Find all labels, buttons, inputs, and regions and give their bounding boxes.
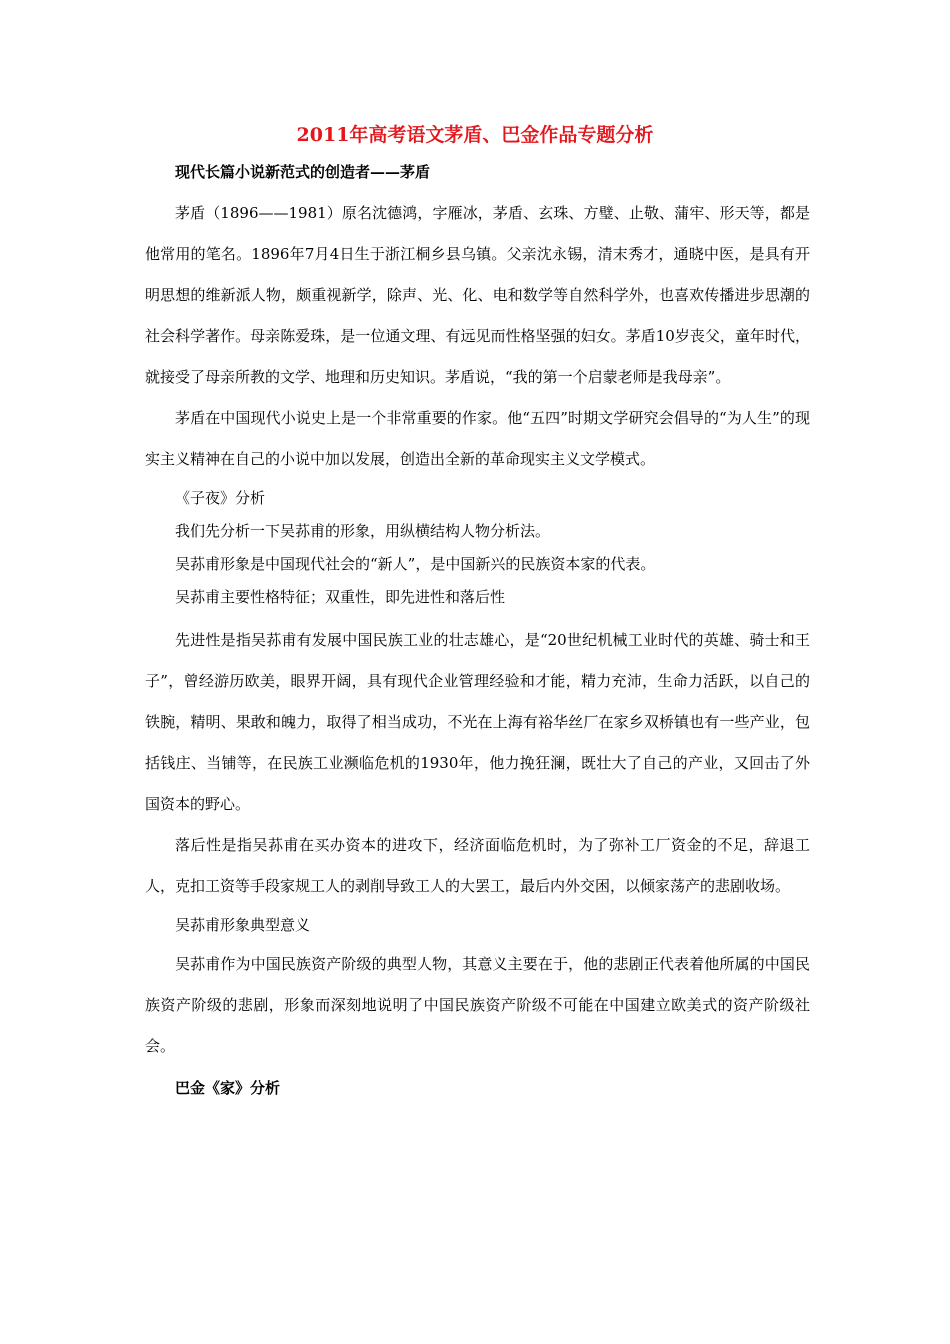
document-title: 2011年高考语文茅盾、巴金作品专题分析 [296,124,654,146]
section-heading-ba-jin: 巴金《家》分析 [175,1079,281,1097]
paragraph-new-person: 吴荪甫形象是中国现代社会的“新人”，是中国新兴的民族资本家的代表。 [175,555,656,573]
document-body [145,160,810,1100]
paragraph-significance: 茅盾在中国现代小说史上是一个非常重要的作家。他“五四”时期文学研究会倡导的“为人生”的现实主义精神在自己的小说中加以发展，创造出全新的革命现实主义文学模式。 [145,409,810,468]
paragraph-analysis-method: 我们先分析一下吴荪甫的形象，用纵横结构人物分析法。 [175,522,551,540]
subheading-typical-meaning: 吴荪甫形象典型意义 [175,916,311,934]
paragraph-progressiveness: 先进性是指吴荪甫有发展中国民族工业的壮志雄心，是“20世纪机械工业时代的英雄、骑士和王子”，曾经游历欧美，眼界开阔，具有现代企业管理经验和才能，精力充沛，生命力活跃，以自己的铁腕，精明、果敢和魄力，取得了相当成功，不光在上海有裕华丝厂在家乡双桥镇也有一些产业，包括钱庄、当铺等，在民族工业濒临危机的1930年，他力挽狂澜，既壮大了自己的产业，又回击了外国资本的野心。 [145,631,810,813]
subheading-ziye: 《子夜》分析 [175,489,266,507]
subheading-character-traits: 吴荪甫主要性格特征；双重性，即先进性和落后性 [175,588,506,606]
section-heading-mao-dun: 现代长篇小说新范式的创造者——茅盾 [175,163,431,181]
paragraph-backwardness: 落后性是指吴荪甫在买办资本的进攻下，经济面临危机时，为了弥补工厂资金的不足，辞退工人，克扣工资等手段家规工人的剥削导致工人的大罢工，最后内外交困，以倾家荡产的悲剧收场。 [145,836,810,895]
paragraph-typical-meaning: 吴荪甫作为中国民族资产阶级的典型人物，其意义主要在于，他的悲剧正代表着他所属的中国民族资产阶级的悲剧，形象而深刻地说明了中国民族资产阶级不可能在中国建立欧美式的资产阶级社会。 [145,955,810,1055]
paragraph-biography: 茅盾（1896——1981）原名沈德鸿，字雁冰，茅盾、玄珠、方璧、止敬、蒲牢、形天等，都是他常用的笔名。1896年7月4日生于浙江桐乡县乌镇。父亲沈永锡，清末秀才，通晓中医，是具有开明思想的维新派人物，颇重视新学，除声、光、化、电和数学等自然科学外，也喜欢传播进步思潮的社会科学著作。母亲陈爱珠，是一位通文理、有远见而性格坚强的妇女。茅盾10岁丧父，童年时代，就接受了母亲所教的文学、地理和历史知识。茅盾说，“我的第一个启蒙老师是我母亲”。 [145,204,810,386]
